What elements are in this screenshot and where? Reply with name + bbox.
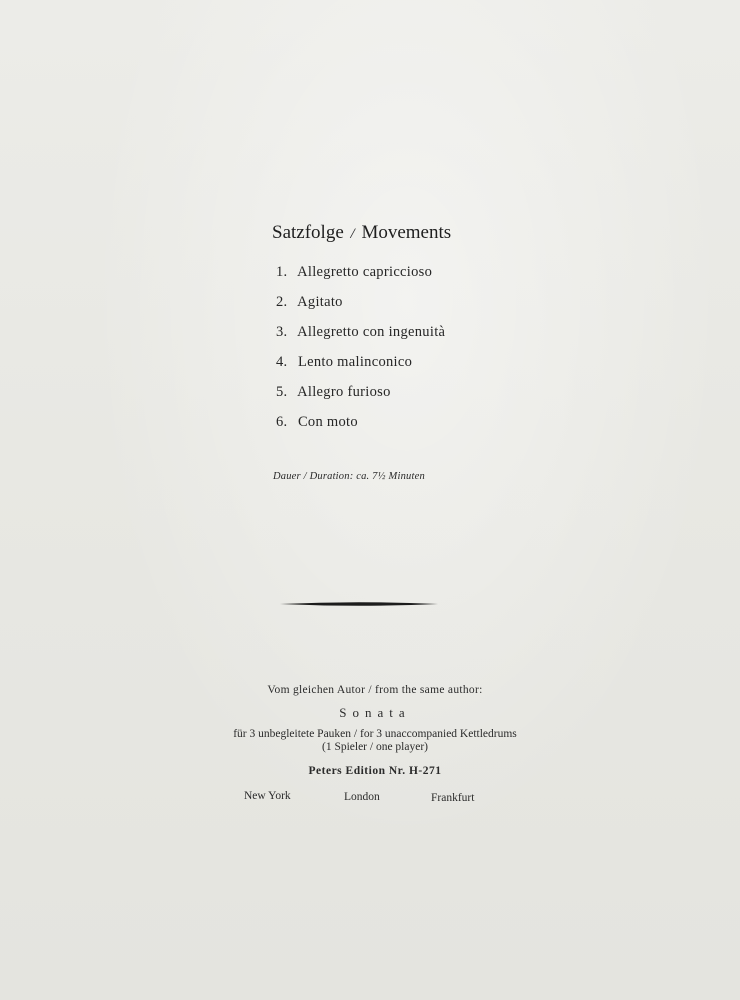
movement-title: Allegro furioso (297, 384, 391, 400)
movement-number: 5. (276, 384, 288, 400)
city-frankfurt: Frankfurt (431, 792, 475, 804)
movement-item (276, 353, 445, 383)
heading-separator: / (350, 226, 355, 242)
movement-item (276, 323, 445, 353)
movement-title: Lento malinconico (297, 354, 413, 370)
same-author-line: Vom gleichen Autor / from the same author: (267, 684, 483, 696)
city-new-york: New York (244, 790, 291, 802)
duration-note: Dauer / Duration: ca. 7½ Minuten (273, 471, 425, 482)
movement-title: Con moto (297, 414, 358, 430)
ornamental-divider (280, 598, 438, 610)
movement-number: 3. (276, 324, 288, 340)
movements-list (276, 263, 445, 443)
city-london: London (344, 791, 380, 803)
movement-title: Allegretto capriccioso (297, 264, 433, 280)
heading-english: Movements (361, 222, 452, 243)
movement-item (276, 383, 445, 413)
movement-title: Allegretto con ingenuità (297, 324, 446, 340)
movement-number: 4. (276, 354, 288, 370)
movement-title: Agitato (297, 294, 343, 310)
movement-item (276, 413, 445, 443)
heading-german: Satzfolge (272, 222, 344, 243)
edition-number: Peters Edition Nr. H-271 (308, 765, 442, 777)
movement-number: 6. (276, 414, 288, 430)
instrumentation-line: für 3 unbegleitete Pauken / for 3 unaccompanied Kettledrums (233, 728, 517, 740)
work-title: Sonata (339, 705, 411, 720)
movement-number: 1. (276, 264, 288, 280)
movement-item (276, 263, 445, 293)
players-line: (1 Spieler / one player) (321, 741, 428, 753)
movements-heading (272, 222, 451, 244)
movement-number: 2. (276, 294, 288, 310)
movement-item (276, 293, 445, 323)
